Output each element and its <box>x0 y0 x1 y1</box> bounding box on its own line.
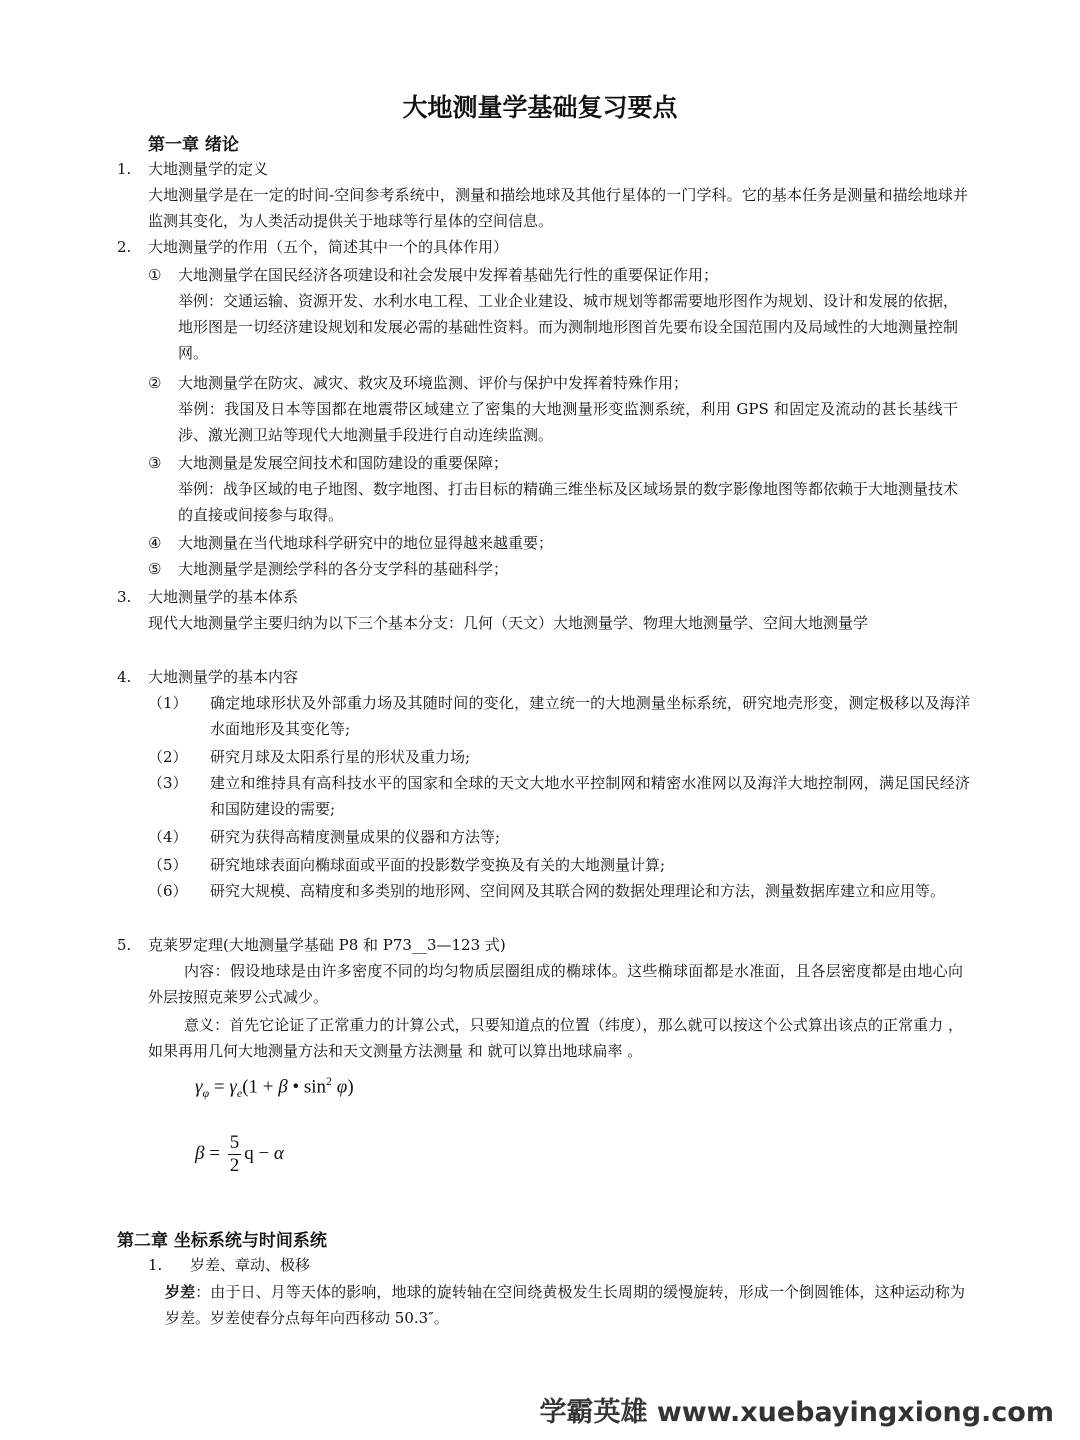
q3-number: 3. <box>117 588 132 606</box>
q4-item1-text: 确定地球形状及外部重力场及其随时间的变化，建立统一的大地测量坐标系统，研究地壳形变，测定极移以及海洋水面地形及其变化等; <box>210 694 970 738</box>
q2-item2-example: 举例：我国及日本等国都在地震带区域建立了密集的大地测量形变监测系统，利用 GPS 和固定及流动的甚长基线干涉、激光测卫站等现代大地测量手段进行自动连续监测。 <box>178 400 958 444</box>
q4-item1-mark: （1） <box>148 694 188 712</box>
q2-item1-example: 举例：交通运输、资源开发、水利水电工程、工业企业建设、城市规划等都需要地形图作为规划、设计和发展的依据，地形图是一切经济建设规划和发展必需的基础性资料。而为测制地形图首先要布设全国范围内及局域性的大地测量控制网。 <box>178 292 959 362</box>
q4-item6-mark: （6） <box>148 882 188 900</box>
f1-dot: • <box>287 1076 304 1098</box>
q2-item3-example: 举例：战争区域的电子地图、数字地图、打击目标的精确三维坐标及区域场景的数字影像地图等都依赖于大地测量技术的直接或间接参与取得。 <box>178 480 959 524</box>
ch2-q1-text <box>165 1279 965 1331</box>
q2-number: 2. <box>117 238 132 256</box>
q1-number: 1. <box>117 160 132 178</box>
f1-gamma-sub: e <box>236 1086 243 1101</box>
chapter1-heading: 第一章 绪论 <box>148 135 239 155</box>
q2-item3-mark: ③ <box>148 454 162 472</box>
q4-number: 4. <box>117 668 132 686</box>
q5-meaning: 意义：首先它论证了正常重力的计算公式，只要知道点的位置（纬度），那么就可以按这个公式算出该点的正常重力 ，如果再用几何大地测量方法和天文测量方法测量 和 就可以算出地球扁率 。 <box>148 1016 963 1060</box>
f2-q: q <box>244 1142 254 1164</box>
f1-gamma: γ <box>229 1076 237 1098</box>
f2-alpha: α <box>273 1142 284 1164</box>
q2-item1-text: 大地测量学在国民经济各项建设和社会发展中发挥着基础先行性的重要保证作用； <box>178 266 719 284</box>
watermark-logo: 学霸英雄 www.xuebayingxiong.com <box>539 1397 1054 1428</box>
q3-label: 大地测量学的基本体系 <box>148 588 299 606</box>
q4-item4-text: 研究为获得高精度测量成果的仪器和方法等; <box>210 828 501 846</box>
f2-den: 2 <box>229 1155 240 1176</box>
f1-open: (1 + <box>242 1076 279 1098</box>
formula-normal-gravity <box>195 1074 354 1101</box>
q4-item5-text: 研究地球表面向椭球面或平面的投影数学变换及有关的大地测量计算; <box>210 856 666 874</box>
q3-text: 现代大地测量学主要归纳为以下三个基本分支：几何（天文）大地测量学、物理大地测量学、空间大地测量学 <box>148 614 869 632</box>
q4-item6-text: 研究大规模、高精度和多类别的地形网、空间网及其联合网的数据处理理论和方法，测量数据库建立和应用等。 <box>210 882 946 900</box>
q1-text: 大地测量学是在一定的时间-空间参考系统中，测量和描绘地球及其他行星体的一门学科。它的基本任务是测量和描绘地球并监测其变化，为人类活动提供关于地球等行星体的空间信息。 <box>148 186 968 230</box>
q2-label: 大地测量学的作用（五个，简述其中一个的具体作用） <box>148 238 509 256</box>
f1-lhs: γ <box>195 1076 203 1098</box>
q1-label: 大地测量学的定义 <box>148 160 269 178</box>
q2-item5-mark: ⑤ <box>148 560 162 578</box>
q2-item4-mark: ④ <box>148 534 162 552</box>
f1-sup: 2 <box>326 1074 333 1088</box>
f2-minus: − <box>253 1142 274 1164</box>
formula-beta <box>195 1132 284 1177</box>
f2-fraction <box>228 1132 242 1177</box>
f1-lhs-sub: φ <box>202 1086 210 1101</box>
q2-item2-text: 大地测量学在防灾、减灾、救灾及环境监测、评价与保护中发挥着特殊作用； <box>178 374 689 392</box>
chapter2-heading: 第二章 坐标系统与时间系统 <box>117 1231 327 1251</box>
ch2-q1-term: 岁差 <box>165 1283 196 1301</box>
f2-lhs: β <box>195 1142 205 1164</box>
q2-item4-text: 大地测量在当代地球科学研究中的地位显得越来越重要； <box>178 534 554 552</box>
q4-label: 大地测量学的基本内容 <box>148 668 299 686</box>
q2-item1-mark: ① <box>148 266 162 284</box>
q5-content: 内容：假设地球是由许多密度不同的均匀物质层圈组成的椭球体。这些椭球面都是水准面，且各层密度都是由地心向外层按照克莱罗公式减少。 <box>148 962 963 1006</box>
q2-item5-text: 大地测量学是测绘学科的各分支学科的基础科学； <box>178 560 509 578</box>
q4-item4-mark: （4） <box>148 828 188 846</box>
document-title: 大地测量学基础复习要点 <box>402 93 678 122</box>
f1-sin: sin <box>303 1076 327 1098</box>
f1-eq: = <box>209 1076 230 1098</box>
q4-item2-mark: （2） <box>148 748 188 766</box>
q4-item2-text: 研究月球及太阳系行星的形状及重力场; <box>210 748 471 766</box>
f1-close: ) <box>347 1076 354 1098</box>
q5-number: 5. <box>117 936 132 954</box>
f2-eq: = <box>204 1142 225 1164</box>
q4-item3-text: 建立和维持具有高科技水平的国家和全球的天文大地水平控制网和精密水准网以及海洋大地控制网，满足国民经济和国防建设的需要; <box>210 774 970 818</box>
q4-item3-mark: （3） <box>148 774 188 792</box>
q4-item5-mark: （5） <box>148 856 188 874</box>
f1-phi: φ <box>332 1076 348 1098</box>
q2-item2-mark: ② <box>148 374 162 392</box>
f2-num: 5 <box>229 1132 240 1153</box>
q5-label: 克莱罗定理(大地测量学基础 P8 和 P73__3—123 式) <box>148 936 506 954</box>
f1-beta: β <box>278 1076 288 1098</box>
ch2-q1-number: 1. <box>148 1256 163 1274</box>
ch2-q1-body: ：由于日、月等天体的影响，地球的旋转轴在空间绕黄极发生长周期的缓慢旋转，形成一个倒圆锥体，这种运动称为岁差。岁差使春分点每年向西移动 50.3″。 <box>165 1283 965 1327</box>
q2-item3-text: 大地测量是发展空间技术和国防建设的重要保障； <box>178 454 509 472</box>
ch2-q1-label: 岁差、章动、极移 <box>190 1256 311 1274</box>
